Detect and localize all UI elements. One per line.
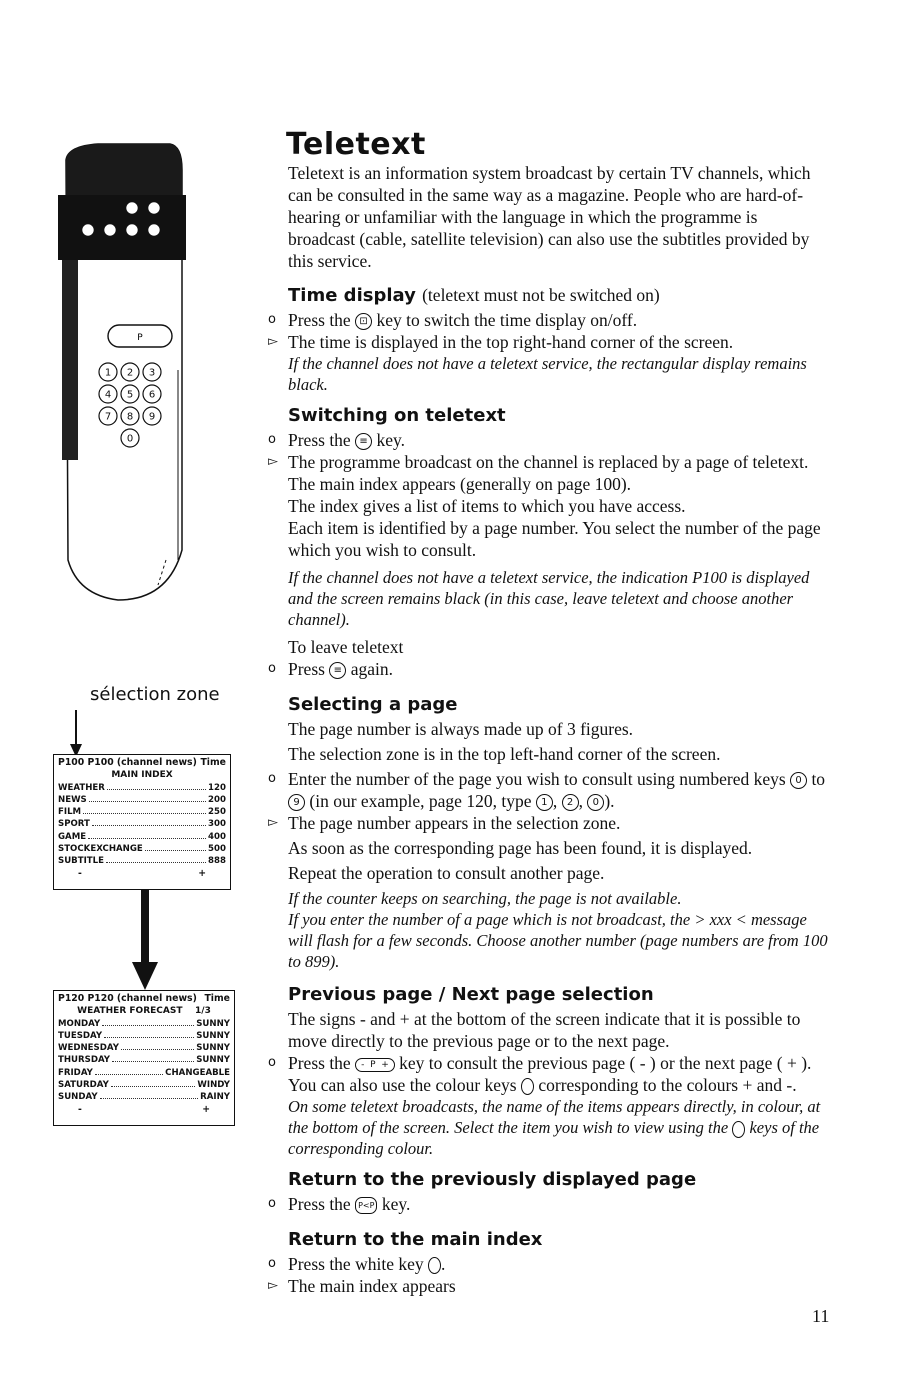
teletext-row-value: 888	[208, 856, 226, 867]
dot-leader	[95, 1074, 163, 1075]
teletext-key-icon: ≡	[329, 662, 346, 679]
teletext-row-label: SUBTITLE	[58, 856, 104, 867]
teletext-row	[58, 782, 226, 794]
teletext-row	[58, 1091, 230, 1103]
white-key-icon	[428, 1257, 441, 1274]
teletext-row	[58, 1030, 230, 1042]
digit-0-key-icon: 0	[587, 794, 604, 811]
remote-digit-label: 5	[126, 389, 134, 401]
time-display-step: o Press the ⊡ key to switch the time display on/off.	[268, 310, 638, 330]
switching-on-heading: Switching on teletext	[288, 405, 506, 426]
selecting-line3: As soon as the corresponding page has been found, it is displayed.	[288, 838, 753, 858]
dot-leader	[92, 825, 206, 826]
teletext-row	[58, 1054, 230, 1066]
remote-digit-label: 8	[126, 411, 134, 423]
teletext-row-value: 500	[208, 844, 226, 855]
digit-2-key-icon: 2	[562, 794, 579, 811]
switching-on-note: If the channel does not have a teletext service, the indication P100 is displayed and the screen remains black (in this case, leave teletext and choose another channel).	[288, 568, 810, 629]
teletext-row-value: SUNNY	[196, 1055, 230, 1066]
intro-paragraph: Teletext is an information system broadcast by certain TV channels, which can be consulted in the same way as a magazine. People who are hard-of-hearing or unfamiliar with the language in which the programme is broadcast (cable, satellite television) can also use the subtitles provided by this service.	[288, 163, 811, 271]
teletext-row-value: 400	[208, 831, 226, 842]
teletext-row-label: WEDNESDAY	[58, 1043, 119, 1054]
prev-next-step: o Press the - P + key to consult the previous page ( - ) or the next page ( + ). You can also use the colour keys corresponding to the colours + and -.	[268, 1053, 812, 1095]
teletext-row-value: 300	[208, 819, 226, 830]
switching-on-line3: Each item is identified by a page number. You select the number of the page which you wish to consult.	[288, 518, 821, 560]
selecting-line1: The page number is always made up of 3 figures.	[288, 719, 634, 739]
digit-9-key-icon: 9	[288, 794, 305, 811]
remote-digit-label: 7	[104, 411, 112, 423]
teletext-row	[58, 855, 226, 867]
remote-digit-label: 4	[104, 389, 112, 401]
screen-footer-plus: +	[202, 1103, 210, 1115]
teletext-row-label: WEATHER	[58, 782, 105, 793]
dot-leader	[104, 1037, 194, 1038]
digit-0-key-icon: 0	[790, 772, 807, 789]
selecting-note2: If you enter the number of a page which is not broadcast, the > xxx < message will flash for a few seconds. Choose another number (page numbers are from 100 to 899).	[288, 910, 828, 971]
switching-on-step: o Press the ≡ key.	[268, 430, 405, 450]
teletext-row-label: THURSDAY	[58, 1055, 111, 1066]
dot-leader	[121, 1049, 194, 1050]
dot-leader	[145, 850, 206, 851]
dot-leader	[100, 1098, 199, 1099]
teletext-row-label: FRIDAY	[58, 1067, 93, 1078]
teletext-row-label: STOCKEXCHANGE	[58, 844, 143, 855]
switching-on-result: ▻ The programme broadcast on the channel is replaced by a page of teletext. The main index appears (generally on page 100).	[268, 452, 809, 494]
teletext-row-value: SUNNY	[196, 1018, 230, 1029]
dot-leader	[102, 1025, 194, 1026]
p-minus-plus-key-icon: - P +	[355, 1058, 395, 1072]
teletext-key-icon: ≡	[355, 433, 372, 450]
selecting-page-heading: Selecting a page	[288, 694, 458, 715]
teletext-row-label: SATURDAY	[58, 1080, 109, 1091]
remote-digit-label: 1	[104, 367, 112, 379]
screen-footer-plus: +	[198, 867, 206, 879]
selecting-step: o Enter the number of the page you wish to consult using numbered keys 0 to 9 (in our example, page 120, type 1 , 2 , 0 ).	[268, 769, 826, 811]
teletext-row-value: 250	[208, 807, 226, 818]
page-title: Teletext	[286, 127, 426, 162]
screen-header-left: P100 P100 (channel news)	[58, 757, 197, 768]
switching-on-line2: The index gives a list of items to which you have access.	[288, 496, 686, 516]
screen-header-right: Time	[204, 993, 230, 1004]
teletext-row-value: SUNNY	[196, 1043, 230, 1054]
selection-zone-label: sélection zone	[90, 684, 220, 705]
screen-header-left: P120 P120 (channel news)	[58, 993, 197, 1004]
remote-p-label: P	[137, 333, 143, 343]
time-key-icon: ⊡	[355, 313, 372, 330]
time-display-note: If the channel does not have a teletext service, the rectangular display remains black.	[288, 354, 807, 394]
teletext-row-label: MONDAY	[58, 1018, 101, 1029]
remote-digit-label: 0	[126, 433, 134, 445]
return-prev-heading: Return to the previously displayed page	[288, 1169, 697, 1190]
remote-digit-label: 6	[148, 389, 156, 401]
dot-leader	[111, 1086, 196, 1087]
selecting-line2: The selection zone is in the top left-hand corner of the screen.	[288, 744, 721, 764]
main-content	[268, 127, 828, 1297]
teletext-row-value: 200	[208, 794, 226, 805]
teletext-row	[58, 818, 226, 830]
digit-1-key-icon: 1	[536, 794, 553, 811]
return-main-result: ▻ The main index appears	[268, 1276, 456, 1296]
teletext-screen-weather	[53, 990, 235, 1126]
teletext-row-value: SUNNY	[196, 1030, 230, 1041]
teletext-row-value: 120	[208, 782, 226, 793]
remote-digit-label: 3	[148, 367, 156, 379]
remote-control-illustration	[58, 140, 188, 605]
dot-leader	[89, 801, 206, 802]
screen-footer-minus: -	[78, 867, 82, 879]
prev-next-line1: The signs - and + at the bottom of the screen indicate that it is possible to move directly to the previous page or to the next page.	[288, 1009, 801, 1051]
return-prev-step: o Press the P<P key.	[268, 1194, 411, 1214]
leave-teletext-label: To leave teletext	[288, 637, 404, 657]
teletext-row-label: TUESDAY	[58, 1030, 103, 1041]
screen-subtitle: WEATHER FORECAST 1/3	[77, 1006, 211, 1017]
prev-next-note: On some teletext broadcasts, the name of the items appears directly, in colour, at the bottom of the screen. Select the item you wish to view using the keys of the corresponding colour.	[288, 1097, 821, 1158]
teletext-row-value: RAINY	[200, 1092, 230, 1103]
time-display-result: ▻ The time is displayed in the top right-hand corner of the screen.	[268, 332, 734, 352]
leave-teletext-step: o Press ≡ again.	[268, 659, 393, 679]
teletext-row	[58, 794, 226, 806]
teletext-row	[58, 831, 226, 843]
remote-digit-label: 2	[126, 367, 134, 379]
page-number: 11	[812, 1306, 830, 1326]
screen-subtitle: MAIN INDEX	[111, 770, 173, 781]
teletext-row	[58, 1067, 230, 1079]
colour-key-icon	[521, 1078, 534, 1095]
prev-next-heading: Previous page / Next page selection	[288, 984, 654, 1005]
dot-leader	[83, 813, 206, 814]
teletext-row	[58, 1042, 230, 1054]
dot-leader	[107, 789, 206, 790]
selecting-note1: If the counter keeps on searching, the page is not available.	[288, 889, 682, 908]
teletext-row-label: FILM	[58, 807, 82, 818]
dot-leader	[88, 838, 206, 839]
teletext-row-value: CHANGEABLE	[165, 1067, 230, 1078]
return-main-heading: Return to the main index	[288, 1229, 543, 1250]
remote-digit-label: 9	[148, 411, 156, 423]
down-arrow-icon	[64, 710, 88, 758]
dot-leader	[106, 862, 206, 863]
screen-header-right: Time	[200, 757, 226, 768]
selecting-line4: Repeat the operation to consult another page.	[288, 863, 605, 883]
teletext-row-label: GAME	[58, 831, 87, 842]
colour-key-icon	[732, 1121, 745, 1138]
pp-key-icon: P<P	[355, 1197, 377, 1214]
teletext-row-label: SUNDAY	[58, 1092, 98, 1103]
teletext-screen-main-index	[53, 754, 231, 890]
big-down-arrow-icon	[128, 890, 162, 990]
screen-footer-minus: -	[78, 1103, 82, 1115]
teletext-row-label: NEWS	[58, 794, 87, 805]
teletext-row	[58, 1018, 230, 1030]
dot-leader	[112, 1061, 194, 1062]
return-main-step: o Press the white key .	[268, 1254, 446, 1274]
teletext-row-value: WINDY	[197, 1080, 230, 1091]
teletext-row	[58, 1079, 230, 1091]
selecting-result: ▻ The page number appears in the selection zone.	[268, 813, 621, 833]
time-display-heading: Time display (teletext must not be switched on)	[288, 285, 660, 306]
teletext-row-label: SPORT	[58, 819, 90, 830]
teletext-row	[58, 806, 226, 818]
teletext-row	[58, 843, 226, 855]
